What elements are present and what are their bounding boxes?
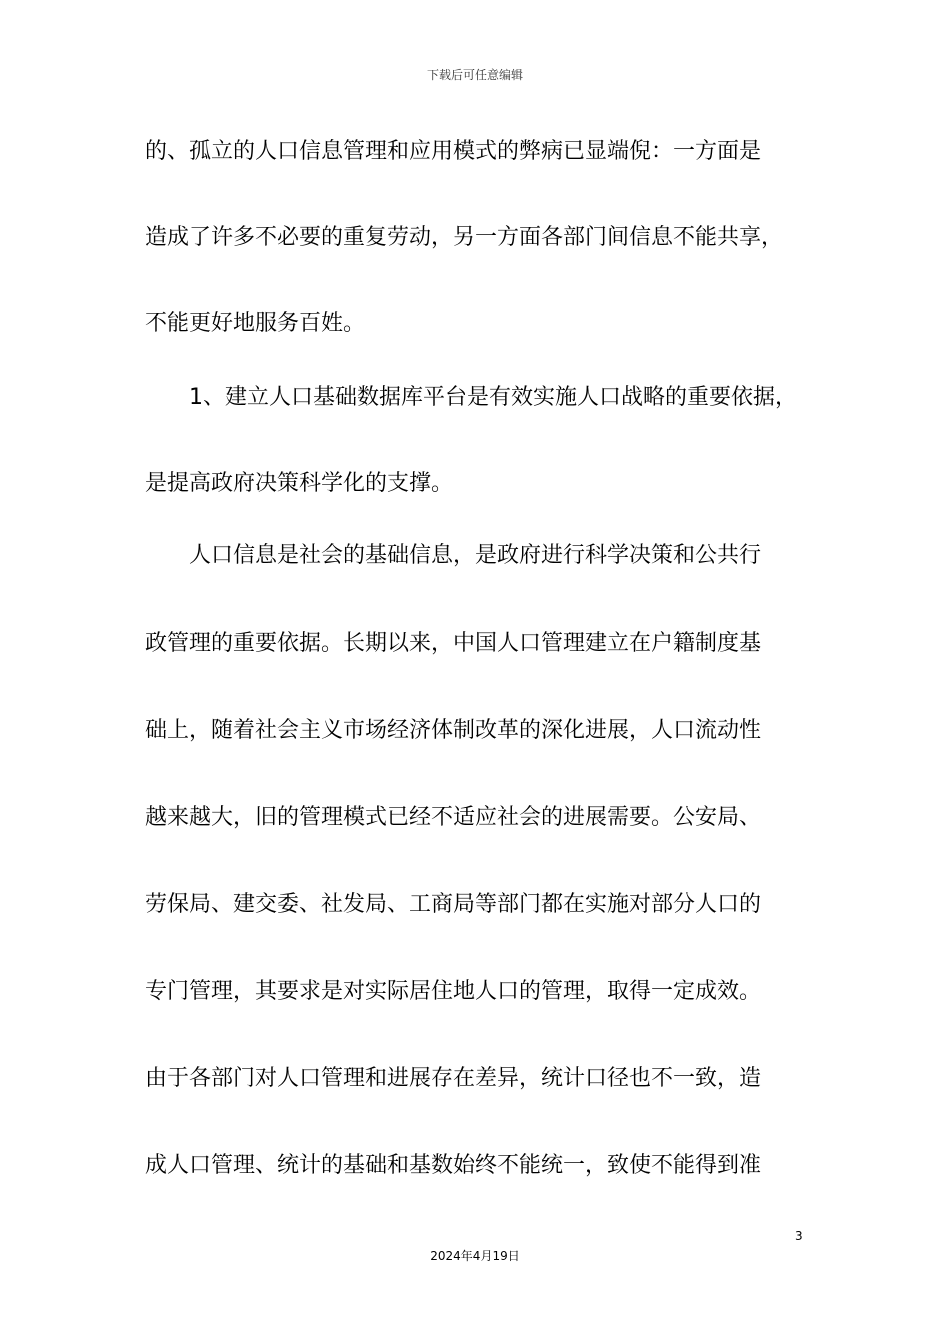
text-line: 1、建立人口基础数据库平台是有效实施人口战略的重要依据， [189,385,797,410]
text-line: 造成了许多不必要的重复劳动，另一方面各部门间信息不能共享， [145,225,784,250]
text-line: 由于各部门对人口管理和进展存在差异，统计口径也不一致，造 [145,1066,762,1091]
text-line: 劳保局、建交委、社发局、工商局等部门都在实施对部分人口的 [145,892,762,917]
text-line: 成人口管理、统计的基础和基数始终不能统一，致使不能得到准 [145,1153,762,1178]
text-line: 越来越大，旧的管理模式已经不适应社会的进展需要。公安局、 [145,805,762,830]
text-line: 础上，随着社会主义市场经济体制改革的深化进展，人口流动性 [145,718,762,743]
text-line: 专门管理，其要求是对实际居住地人口的管理，取得一定成效。 [145,979,762,1004]
text-line: 政管理的重要依据。长期以来，中国人口管理建立在户籍制度基 [145,631,762,656]
footer-date: 2024年4月19日 [430,1249,520,1263]
header-note: 下载后可任意编辑 [426,68,523,82]
text-line: 不能更好地服务百姓。 [145,311,366,336]
page-number: 3 [795,1229,803,1243]
text-line: 的、孤立的人口信息管理和应用模式的弊病已显端倪：一方面是 [145,139,762,164]
text-line: 是提高政府决策科学化的支撑。 [145,471,454,496]
text-line: 人口信息是社会的基础信息，是政府进行科学决策和公共行 [189,543,762,568]
